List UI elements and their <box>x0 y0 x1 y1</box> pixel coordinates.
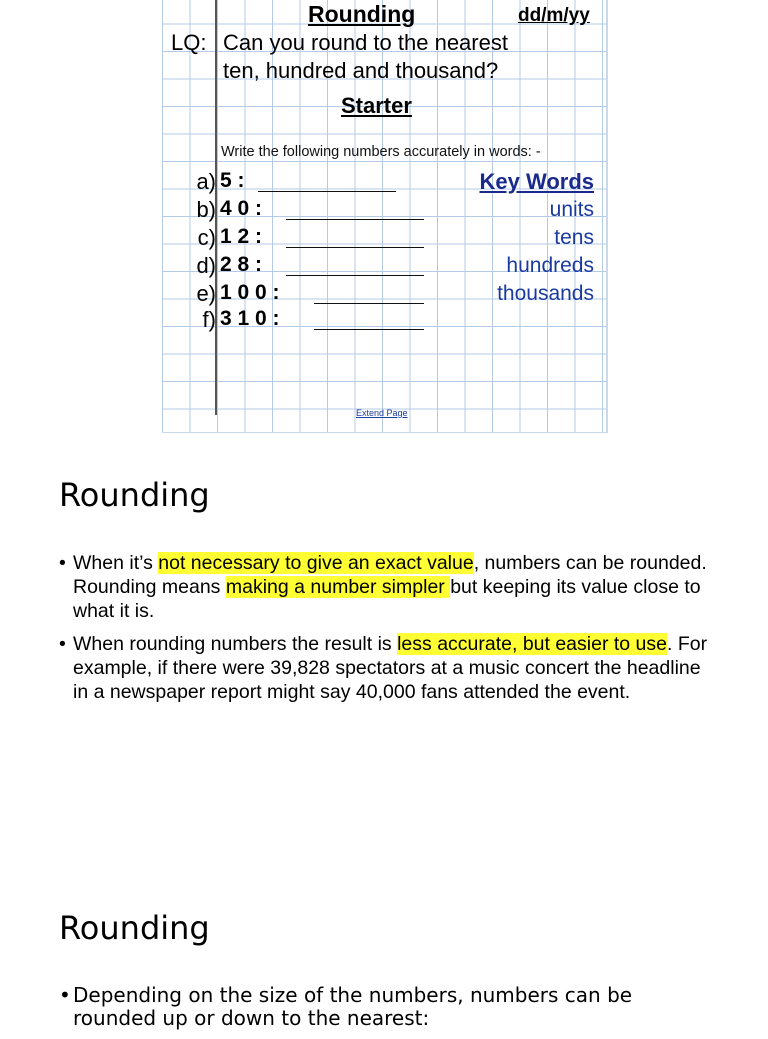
slide3-heading: Rounding <box>59 909 210 947</box>
key-word: hundreds <box>506 254 594 277</box>
bullet-text: but keeping its value close to what it is. <box>73 576 701 622</box>
extend-page-link[interactable]: Extend Page <box>356 408 408 418</box>
highlighted-text: not necessary to give an exact value <box>158 552 474 574</box>
slide2-heading: Rounding <box>59 476 210 514</box>
question-letter: a) <box>196 169 216 194</box>
answer-line <box>286 219 424 220</box>
question-letter: c) <box>197 225 216 250</box>
question-row <box>162 281 432 309</box>
learning-question-line2: ten, hundred and thousand? <box>223 58 499 83</box>
starter-heading: Starter <box>341 93 412 118</box>
key-word: tens <box>554 226 594 249</box>
key-word: units <box>549 198 594 221</box>
key-words-title: Key Words <box>479 169 594 194</box>
worksheet-date: dd/m/yy <box>518 5 590 26</box>
worksheet-title: Rounding <box>308 1 416 27</box>
key-word: thousands <box>497 282 594 305</box>
answer-line <box>314 329 424 330</box>
slide3-bullet-list <box>59 984 719 1039</box>
highlighted-text: making a number simpler <box>225 576 451 598</box>
question-number: 3 1 0 : <box>220 307 280 330</box>
bullet-text: When rounding numbers the result is <box>73 633 398 655</box>
bullet-text: . For example, if there were 39,828 spectators at a music concert the headline in a newspaper report might say 40,000 fans attended the event. <box>73 633 708 703</box>
bullet-text: , numbers can be rounded. Rounding means <box>73 552 707 598</box>
question-number: 5 : <box>220 169 245 192</box>
learning-question-line1: Can you round to the nearest <box>223 30 508 55</box>
question-letter: d) <box>196 253 216 278</box>
starter-instruction: Write the following numbers accurately in words: - <box>221 144 541 160</box>
question-row <box>162 253 432 281</box>
answer-line <box>286 275 424 276</box>
worksheet-image <box>162 0 608 433</box>
question-number: 1 0 0 : <box>220 281 280 304</box>
question-letter: f) <box>202 307 216 332</box>
slide2-bullet-2 <box>59 632 719 704</box>
question-row <box>162 225 432 253</box>
slide2-bullet-list <box>59 551 719 713</box>
question-letter: e) <box>196 281 216 306</box>
question-row <box>162 197 432 225</box>
slide2-bullet-1 <box>59 551 719 623</box>
question-number: 4 0 : <box>220 197 263 220</box>
question-row <box>162 169 432 197</box>
bullet-text: When it’s <box>73 552 159 574</box>
answer-line <box>314 303 424 304</box>
highlighted-text: less accurate, but easier to use <box>397 633 667 655</box>
question-number: 2 8 : <box>220 253 263 276</box>
question-letter: b) <box>196 197 216 222</box>
learning-question-label: LQ: <box>171 30 207 55</box>
question-number: 1 2 : <box>220 225 263 248</box>
bullet-text: Depending on the size of the numbers, numbers can be rounded up or down to the nearest: <box>73 983 633 1030</box>
slide3-bullet-1 <box>59 984 719 1030</box>
answer-line <box>258 191 396 192</box>
question-row <box>162 307 432 335</box>
answer-line <box>286 247 424 248</box>
